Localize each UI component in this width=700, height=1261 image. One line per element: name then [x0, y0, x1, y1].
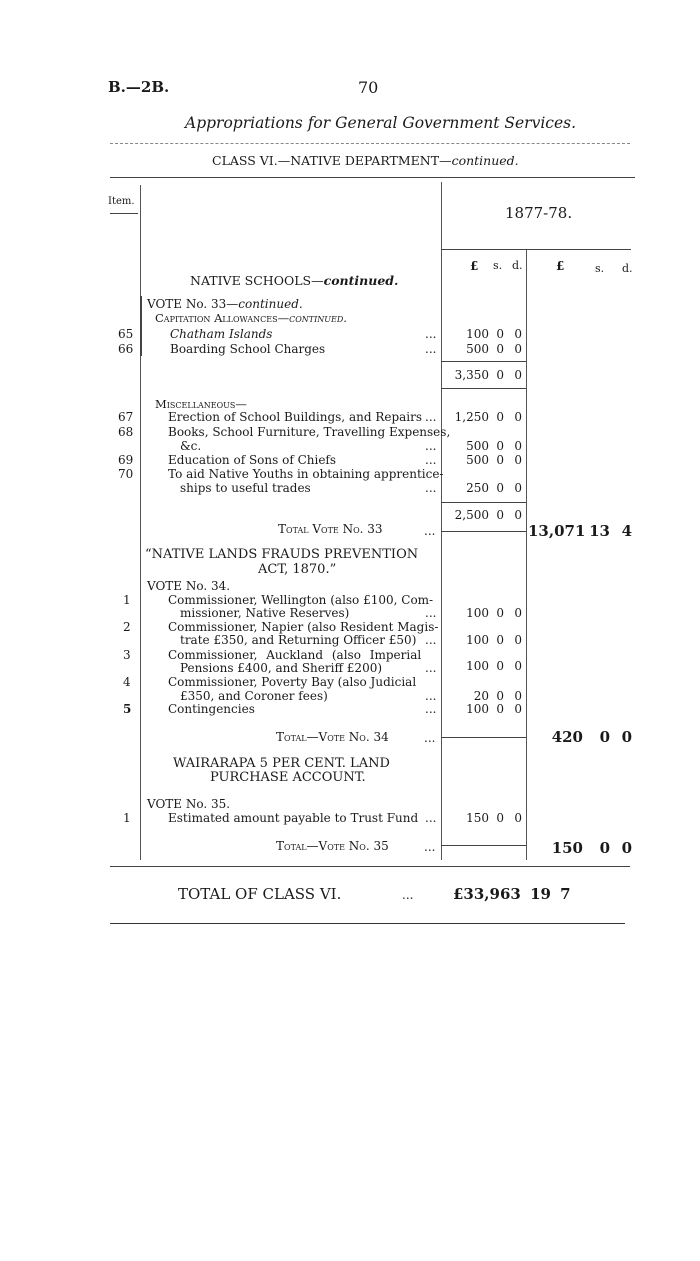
item-70: 70	[118, 467, 134, 481]
row-70-pence: 0	[514, 481, 522, 495]
subtotal-2-pounds: 2,500	[454, 508, 489, 522]
row-35-1-shillings: 0	[496, 811, 504, 825]
row-34-3-text-1: Commissioner, Auckland (also Imperial	[168, 648, 422, 662]
schools-heading-continued: continued.	[323, 273, 399, 288]
row-66-pence: 0	[514, 342, 522, 356]
row-34-2-leader: ...	[425, 633, 437, 647]
page-number: 70	[358, 78, 379, 97]
item-34-4: 4	[123, 675, 131, 689]
row-65-pence: 0	[514, 327, 522, 341]
total-rule-33	[441, 531, 526, 532]
row-70-text-1: To aid Native Youths in obtaining apprentice-	[168, 467, 444, 481]
item-35-1: 1	[123, 811, 131, 825]
row-69-pence: 0	[514, 453, 522, 467]
row-34-5-leader: ...	[425, 702, 437, 716]
total-rule-34	[441, 737, 526, 738]
row-66-leader: ...	[425, 342, 437, 356]
row-35-1-leader: ...	[425, 811, 437, 825]
row-34-3-pence: 0	[514, 659, 522, 673]
total-vote-33-shillings: 13	[589, 522, 610, 540]
class-heading-continued: continued.	[451, 153, 519, 168]
row-34-2-pence: 0	[514, 633, 522, 647]
year-header: 1877-78.	[505, 204, 573, 222]
grand-total-leader: ...	[402, 888, 414, 902]
row-68-leader: ...	[425, 439, 437, 453]
row-69-shillings: 0	[496, 453, 504, 467]
row-34-2-shillings: 0	[496, 633, 504, 647]
item-34-5: 5	[123, 702, 132, 716]
col-pence-2: d.	[622, 262, 633, 275]
row-34-1-text-1: Commissioner, Wellington (also £100, Com-	[168, 593, 434, 607]
grand-total-amount: £33,963 19 7	[453, 885, 571, 903]
row-34-4-text-2: £350, and Coroner fees)	[180, 689, 328, 703]
row-34-5-pounds: 100	[466, 702, 489, 716]
row-34-4-pounds: 20	[473, 689, 489, 703]
vote-33-continued: continued.	[238, 297, 303, 311]
row-34-4-pence: 0	[514, 689, 522, 703]
row-34-3-shillings: 0	[496, 659, 504, 673]
col-pound-1: £	[470, 259, 479, 273]
section-heading-schools	[190, 273, 398, 288]
row-34-1-pence: 0	[514, 606, 522, 620]
row-34-4-leader: ...	[425, 689, 437, 703]
item-head-rule	[110, 213, 138, 214]
total-vote-35-pounds: 150	[551, 839, 583, 857]
capitation-label: Capitation Allowances—	[155, 311, 290, 325]
subtotal-1-shillings: 0	[496, 368, 504, 382]
page-title: Appropriations for General Government Services.	[185, 114, 577, 132]
item-column-rule	[140, 185, 141, 860]
row-34-3-text-2: Pensions £400, and Sheriff £200)	[180, 661, 383, 675]
row-67-text: Erection of School Buildings, and Repairs	[168, 410, 423, 424]
total-vote-34-leader: ...	[424, 731, 436, 745]
row-68-text-2: &c.	[180, 439, 202, 453]
row-34-2-text-1: Commissioner, Napier (also Resident Magis-	[168, 620, 439, 634]
row-69-pounds: 500	[466, 453, 489, 467]
item-67: 67	[118, 410, 134, 424]
row-65-shillings: 0	[496, 327, 504, 341]
item-34-1: 1	[123, 593, 131, 607]
item-66: 66	[118, 342, 134, 356]
total-vote-35-shillings: 0	[599, 839, 610, 857]
row-68-pounds: 500	[466, 439, 489, 453]
item-34-3: 3	[123, 648, 131, 662]
item-column-header: Item.	[108, 196, 135, 207]
subtotal-2-pence: 0	[514, 508, 522, 522]
row-66-text: Boarding School Charges	[170, 342, 326, 356]
vote-33-heading	[147, 297, 303, 311]
row-67-pounds: 1,250	[454, 410, 489, 424]
schools-bracket	[140, 296, 142, 356]
vote-33-label: VOTE No. 33—	[147, 297, 239, 311]
capitation-heading	[155, 311, 347, 325]
item-65: 65	[118, 327, 134, 341]
capitation-continued: continued.	[289, 311, 347, 325]
row-69-text: Education of Sons of Chiefs	[168, 453, 337, 467]
year-rule	[441, 249, 631, 250]
row-70-leader: ...	[425, 481, 437, 495]
row-34-1-pounds: 100	[466, 606, 489, 620]
row-34-3-leader: ...	[425, 661, 437, 675]
grand-total-label: TOTAL OF CLASS VI.	[178, 885, 342, 903]
total-vote-35-label: Total—Vote No. 35	[276, 839, 389, 853]
subtotal-1-pence: 0	[514, 368, 522, 382]
row-67-leader: ...	[425, 410, 437, 424]
class-heading-text: CLASS VI.—NATIVE DEPARTMENT—	[212, 153, 452, 168]
row-34-1-leader: ...	[425, 606, 437, 620]
row-70-pounds: 250	[466, 481, 489, 495]
row-70-text-2: ships to useful trades	[180, 481, 311, 495]
divider	[110, 143, 630, 144]
row-70-shillings: 0	[496, 481, 504, 495]
row-34-2-pounds: 100	[466, 633, 489, 647]
total-vote-35-leader: ...	[424, 840, 436, 854]
col-pound-2: £	[556, 259, 565, 273]
row-68-shillings: 0	[496, 439, 504, 453]
page-reference: B.—2B.	[108, 78, 170, 96]
subtotal-rule-2	[441, 388, 526, 389]
row-68-text-1: Books, School Furniture, Travelling Expenses,	[168, 425, 451, 439]
misc-heading: Miscellaneous—	[155, 397, 247, 411]
row-65-pounds: 100	[466, 327, 489, 341]
row-34-5-text: Contingencies	[168, 702, 255, 716]
row-34-2-text-2: trate £350, and Returning Officer £50)	[180, 633, 417, 647]
col-pence-1: d.	[512, 259, 523, 272]
subtotal-rule-1	[441, 361, 526, 362]
row-67-shillings: 0	[496, 410, 504, 424]
table-top-rule	[110, 177, 635, 178]
total-vote-33-label: Total Vote No. 33	[278, 522, 383, 536]
total-vote-33-leader: ...	[424, 524, 436, 538]
section-heading-frauds-1: “NATIVE LANDS FRAUDS PREVENTION	[145, 547, 419, 562]
row-34-5-shillings: 0	[496, 702, 504, 716]
row-35-1-pounds: 150	[466, 811, 489, 825]
row-34-4-text-1: Commissioner, Poverty Bay (also Judicial	[168, 675, 417, 689]
subtotal-rule-3	[441, 502, 526, 503]
row-35-1-pence: 0	[514, 811, 522, 825]
row-34-3-pounds: 100	[466, 659, 489, 673]
row-34-4-shillings: 0	[496, 689, 504, 703]
total-vote-34-pounds: 420	[551, 728, 583, 746]
subtotal-1-pounds: 3,350	[454, 368, 489, 382]
vote-35-heading: VOTE No. 35.	[147, 797, 231, 811]
section-heading-wairarapa-2: PURCHASE ACCOUNT.	[210, 770, 366, 785]
subtotal-2-shillings: 0	[496, 508, 504, 522]
class-heading	[212, 153, 519, 168]
total-vote-35-pence: 0	[621, 839, 632, 857]
row-67-pence: 0	[514, 410, 522, 424]
row-66-pounds: 500	[466, 342, 489, 356]
amount-column-rule	[441, 182, 442, 860]
total-vote-34-label: Total—Vote No. 34	[276, 730, 389, 744]
total-vote-34-pence: 0	[621, 728, 632, 746]
row-69-leader: ...	[425, 453, 437, 467]
total-rule-35	[441, 845, 526, 846]
col-shilling-1: s.	[493, 259, 503, 272]
item-69: 69	[118, 453, 134, 467]
row-35-1-text: Estimated amount payable to Trust Fund	[168, 811, 419, 825]
table-bottom-rule	[110, 866, 630, 867]
row-65-text: Chatham Islands	[170, 327, 273, 341]
col-shilling-2: s.	[595, 262, 605, 275]
total-vote-33-pence: 4	[621, 522, 632, 540]
row-65-leader: ...	[425, 327, 437, 341]
row-68-pence: 0	[514, 439, 522, 453]
row-34-1-shillings: 0	[496, 606, 504, 620]
row-66-shillings: 0	[496, 342, 504, 356]
total-vote-33-pounds: 13,071	[528, 522, 586, 540]
vote-34-heading: VOTE No. 34.	[147, 579, 231, 593]
row-34-1-text-2: missioner, Native Reserves)	[180, 606, 350, 620]
schools-heading-text: NATIVE SCHOOLS—	[190, 273, 324, 288]
closing-rule	[110, 923, 625, 924]
total-vote-34-shillings: 0	[599, 728, 610, 746]
section-heading-wairarapa-1: WAIRARAPA 5 PER CENT. LAND	[173, 756, 390, 771]
item-68: 68	[118, 425, 134, 439]
row-34-5-pence: 0	[514, 702, 522, 716]
item-34-2: 2	[123, 620, 131, 634]
total-column-rule	[526, 250, 527, 860]
section-heading-frauds-2: ACT, 1870.”	[258, 562, 337, 577]
